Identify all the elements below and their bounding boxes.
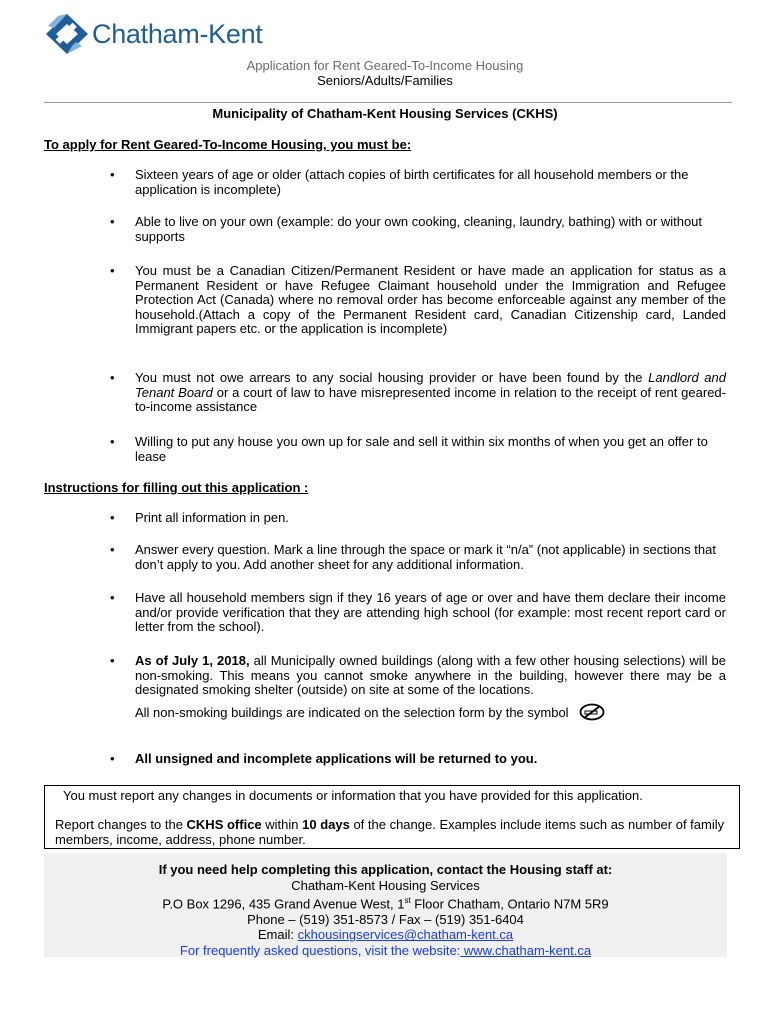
eligibility-item-text	[135, 371, 726, 415]
header-divider	[44, 102, 732, 103]
report-changes-box	[44, 785, 740, 849]
bullet: •	[110, 214, 115, 229]
instruction-item	[110, 591, 726, 635]
application-title: Application for Rent Geared-To-Income Housing	[246, 58, 524, 73]
eligibility-item	[110, 168, 726, 197]
report-box-line2	[55, 818, 735, 847]
text-run: Report changes to the	[55, 817, 187, 832]
eligibility-item-text: Willing to put any house you own up for sale and sell it within six months of when you get an offer to lease	[135, 434, 708, 464]
instruction-item-text: All unsigned and incomplete applications will be returned to you.	[135, 751, 538, 766]
bullet: •	[110, 751, 115, 766]
application-subtitle: Seniors/Adults/Families	[317, 73, 453, 88]
text-run: all Municipally owned buildings (along with a few other housing selections) will be non-smoking. This means you cannot smoke anywhere in the building, however there may be a designated smoking shelter (outside) on site at some of the locations.	[135, 653, 726, 697]
bullet: •	[110, 370, 115, 385]
ten-days: 10 days	[302, 817, 350, 832]
non-smoking-note-text: All non-smoking buildings are indicated on the selection form by the symbol	[135, 704, 569, 720]
instruction-item	[110, 543, 726, 572]
text-run: st	[404, 896, 411, 905]
help-heading: If you need help completing this application, contact the Housing staff at:	[158, 862, 613, 877]
bullet: •	[110, 510, 115, 525]
instruction-item-text	[135, 654, 726, 698]
ckhs-office: CKHS office	[186, 817, 262, 832]
instruction-item	[110, 511, 726, 526]
eligibility-item	[110, 264, 726, 337]
landlord-tenant-board: Landlord and Tenant Board	[135, 370, 726, 400]
eligibility-item	[110, 371, 726, 415]
text-run: P.O Box 1296, 435 Grand Avenue West, 1	[162, 896, 405, 912]
help-faq	[44, 943, 727, 959]
text-run: of the change. Examples include items such as number of family members, income, address, phone number.	[55, 817, 725, 847]
help-email	[44, 927, 727, 943]
text-run: You must not owe arrears to any social housing provider or have been found by the	[135, 370, 649, 385]
eligibility-item-text: Able to live on your own (example: do your own cooking, cleaning, laundry, bathing) with or without supports	[135, 214, 703, 244]
municipality-heading: Municipality of Chatham-Kent Housing Services (CKHS)	[212, 106, 558, 121]
instruction-item-text: Have all household members sign if they 16 years of age or over and have them declare their income and/or provide verification that they are attending high school (for example: most recent report card or letter from the school).	[135, 590, 726, 634]
eligibility-item-text: Sixteen years of age or older (attach copies of birth certificates for all household members or the application is incomplete)	[135, 167, 689, 197]
bullet: •	[110, 653, 115, 668]
diamond-logo-icon	[44, 12, 90, 56]
instructions-heading: Instructions for filling out this application :	[44, 480, 309, 495]
bullet: •	[110, 434, 115, 449]
help-phone: Phone – (519) 351-8573 / Fax – (519) 351-6404	[247, 911, 524, 927]
text-run: Floor Chatham, Ontario N7M 5R9	[410, 896, 609, 912]
non-smoking-date: As of July 1, 2018,	[135, 653, 250, 668]
eligibility-item	[110, 435, 726, 464]
report-box-line1: You must report any changes in documents or information that you have provided for this application.	[63, 788, 643, 803]
help-address	[44, 893, 727, 912]
no-smoking-icon	[579, 703, 605, 725]
chatham-kent-logo	[44, 12, 263, 56]
instruction-item-text: Print all information in pen.	[135, 510, 289, 525]
bullet: •	[110, 263, 115, 278]
faq-label: For frequently asked questions, visit the website:	[179, 942, 461, 958]
help-org: Chatham-Kent Housing Services	[291, 877, 480, 893]
email-link[interactable]: ckhousingservices@chatham-kent.ca	[297, 927, 514, 943]
instruction-item	[110, 752, 726, 767]
eligibility-item	[110, 215, 726, 244]
eligibility-item-text: You must be a Canadian Citizen/Permanent Resident or have made an application for status as a Permanent Resident or have Refugee Claimant household under the Immigration and Refugee Protection Act (Canada) where no removal order has become enforceable against any member of the household.(Attach a copy of the Permanent Resident card, Canadian Citizenship card, Landed Immigrant papers etc. or the application is incomplete)	[135, 263, 726, 336]
help-contact-box	[44, 853, 727, 957]
website-link[interactable]: www.chatham-kent.ca	[460, 942, 592, 958]
bullet: •	[110, 590, 115, 605]
bullet: •	[110, 167, 115, 182]
non-smoking-note	[135, 703, 726, 725]
eligibility-heading: To apply for Rent Geared-To-Income Housing, you must be:	[44, 137, 412, 152]
instruction-item-text: Answer every question. Mark a line through the space or mark it “n/a” (not applicable) in sections that don’t apply to you. Add another sheet for any additional information.	[135, 542, 716, 572]
text-run: within	[261, 817, 303, 832]
text-run: or a court of law to have misrepresented income in relation to the receipt of rent geared-to-income assistance	[135, 384, 726, 414]
instruction-item	[110, 654, 726, 724]
bullet: •	[110, 542, 115, 557]
email-label: Email:	[257, 927, 298, 943]
logo-text: Chatham-Kent	[92, 18, 263, 49]
